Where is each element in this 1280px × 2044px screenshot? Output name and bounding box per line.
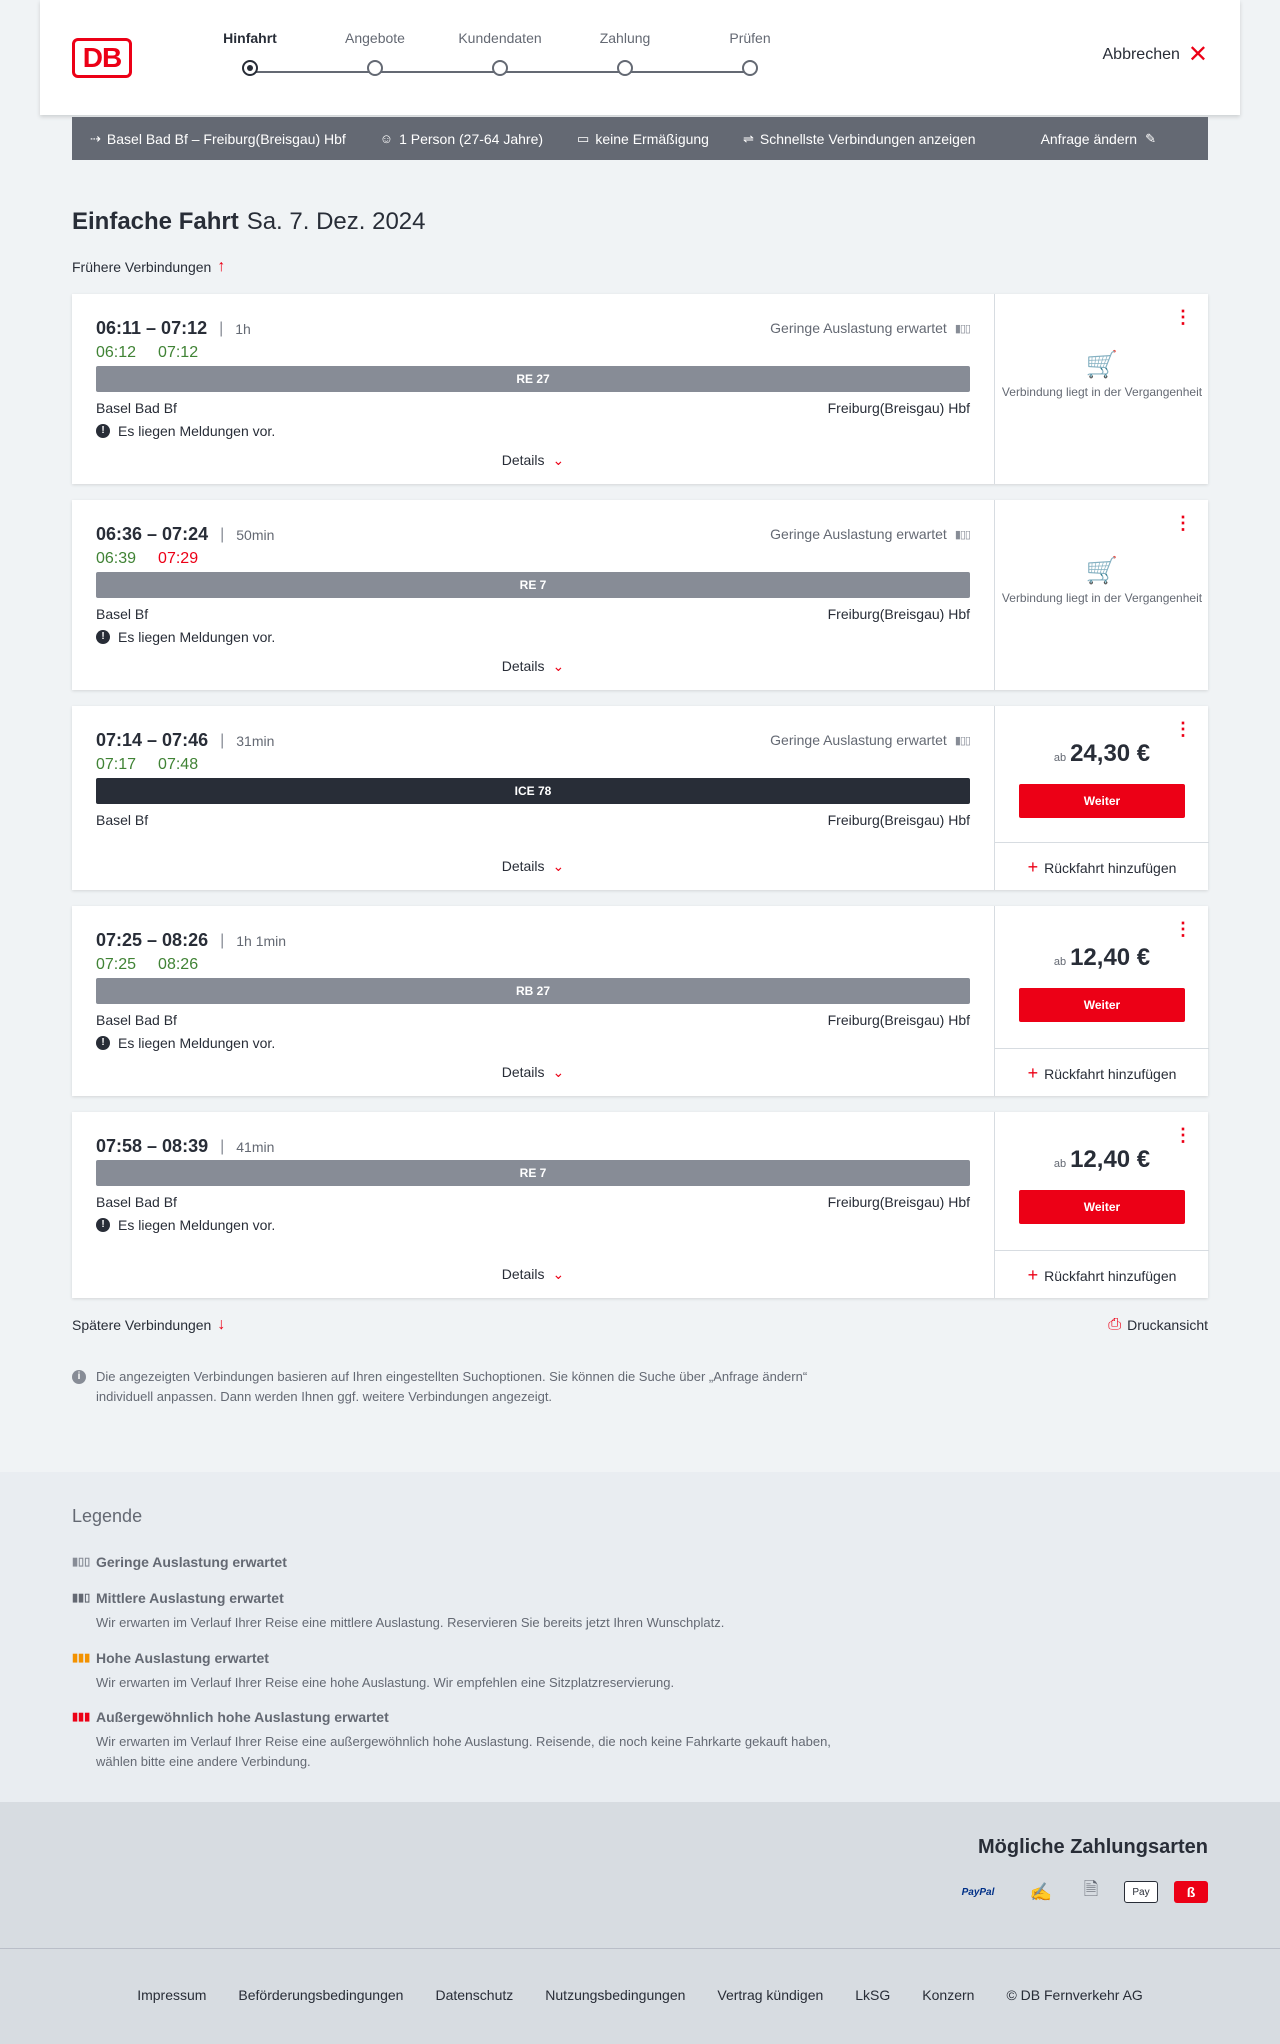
payment-methods-section — [0, 1802, 1280, 1948]
to-station: Freiburg(Breisgau) Hbf — [827, 812, 970, 828]
connection-times — [96, 1136, 274, 1157]
message-notice — [96, 629, 275, 645]
price — [995, 1146, 1209, 1174]
realtime-departure: 07:25 — [96, 956, 137, 973]
legend-item-description: Wir erwarten im Verlauf Ihrer Reise eine hohe Auslastung. Wir empfehlen eine Sitzplatzreservierung. — [96, 1675, 675, 1690]
query-filter — [743, 131, 976, 147]
to-station: Freiburg(Breisgau) Hbf — [827, 1194, 970, 1210]
from-station: Basel Bf — [96, 812, 149, 828]
separator: | — [220, 1137, 225, 1155]
chevron-down-icon: ⌄ — [552, 1064, 565, 1080]
price-prefix: ab — [1053, 956, 1067, 968]
connection-card — [72, 294, 1208, 484]
step-dot — [492, 60, 508, 76]
footer-links — [0, 1987, 1280, 2003]
chevron-down-icon: ⌄ — [552, 1266, 565, 1282]
step-zahlung — [575, 30, 675, 76]
message-notice — [96, 1217, 275, 1233]
offer-panel — [994, 500, 1208, 690]
plus-icon: + — [1027, 1265, 1039, 1285]
footer — [0, 1948, 1280, 2044]
plus-icon: + — [1027, 857, 1039, 877]
from-station: Basel Bf — [96, 606, 149, 622]
planned-times: 06:36 – 07:24 — [96, 524, 209, 544]
card-icon: ▭ — [577, 130, 590, 146]
more-options-icon[interactable]: ⋮ — [1174, 719, 1192, 739]
message-text: Es liegen Meldungen vor. — [118, 1035, 276, 1051]
step-label: Hinfahrt — [223, 30, 277, 46]
footer-link-datenschutz[interactable]: Datenschutz — [435, 1987, 514, 2003]
legend-item-description: Wir erwarten im Verlauf Ihrer Reise eine mittlere Auslastung. Reservieren Sie bereits jetzt Ihren Wunschplatz. — [96, 1615, 725, 1630]
footer-link-konzern[interactable]: Konzern — [922, 1987, 975, 2003]
printer-icon: ⎙ — [1108, 1316, 1122, 1333]
close-icon: ✕ — [1187, 41, 1208, 68]
price-value: 24,30 € — [1070, 740, 1151, 767]
alert-icon: ! — [96, 424, 110, 438]
add-return-label: Rückfahrt hinzufügen — [1044, 860, 1177, 876]
offer-panel — [994, 906, 1208, 1096]
duration: 1h 1min — [236, 932, 287, 949]
connection-info — [72, 706, 994, 890]
arrow-down-icon: ↓ — [217, 1316, 226, 1333]
paypal-icon: PayPal — [961, 1886, 995, 1898]
price-prefix: ab — [1053, 752, 1067, 764]
connection-info — [72, 1112, 994, 1298]
query-route — [90, 131, 346, 147]
step-label: Angebote — [345, 30, 405, 46]
connection-card — [72, 906, 1208, 1096]
payment-title: Mögliche Zahlungsarten — [977, 1836, 1208, 1858]
connection-info — [72, 294, 994, 484]
details-toggle[interactable] — [72, 1064, 994, 1081]
query-passengers — [380, 131, 543, 147]
step-hinfahrt — [200, 30, 300, 76]
details-label: Details — [501, 452, 545, 468]
details-label: Details — [501, 1064, 545, 1080]
realtime-times — [96, 756, 220, 774]
stations — [96, 400, 970, 416]
connection-card — [72, 1112, 1208, 1298]
query-summary-bar — [72, 117, 1208, 160]
db-bonus-icon: ß — [1174, 1881, 1208, 1903]
progress-steps — [210, 30, 800, 90]
person-icon: ☺ — [379, 131, 394, 146]
duration: 1h — [235, 320, 251, 337]
pencil-icon: ✎ — [1145, 130, 1156, 146]
past-connection-notice — [995, 349, 1209, 400]
connection-info — [72, 500, 994, 690]
step-label: Zahlung — [599, 30, 651, 46]
step-dot — [242, 60, 258, 76]
more-options-icon[interactable]: ⋮ — [1174, 307, 1192, 327]
details-label: Details — [501, 1266, 545, 1282]
occupancy-text: Geringe Auslastung erwartet — [770, 320, 947, 336]
occupancy-low-icon: ▮▯▯ — [954, 734, 970, 747]
legend-item — [72, 1590, 852, 1633]
planned-times: 07:14 – 07:46 — [96, 730, 209, 750]
occupancy-low-icon: ▮▯▯ — [72, 1556, 91, 1568]
occupancy-text: Geringe Auslastung erwartet — [770, 526, 947, 542]
add-return-button[interactable] — [995, 1250, 1209, 1298]
print-label: Druckansicht — [1127, 1317, 1208, 1333]
from-station: Basel Bad Bf — [96, 400, 177, 416]
from-station: Basel Bad Bf — [96, 1194, 177, 1210]
train-bar: RE 7 — [96, 1160, 970, 1186]
duration: 50min — [236, 526, 275, 543]
route-text: Basel Bad Bf – Freiburg(Breisgau) Hbf — [106, 130, 346, 147]
stations — [96, 606, 970, 622]
info-text: Die angezeigten Verbindungen basieren auf Ihren eingestellten Suchoptionen. Sie können die Suche über „Anfrage ändern“ individuell anpassen. Dann werden Ihnen ggf. weitere Verbindungen angezeigt. — [96, 1369, 808, 1404]
separator: | — [220, 731, 225, 749]
footer-link-vertrag-kuendigen[interactable]: Vertrag kündigen — [717, 1987, 824, 2003]
occupancy-info — [770, 526, 970, 542]
edit-query-label: Anfrage ändern — [1040, 130, 1138, 147]
query-discount — [577, 131, 709, 147]
chevron-down-icon: ⌄ — [552, 658, 565, 674]
planned-times: 07:25 – 08:26 — [96, 930, 209, 950]
train-bar: RE 7 — [96, 572, 970, 598]
continue-button[interactable]: Weiter — [1019, 988, 1185, 1022]
payment-icons — [948, 1881, 1208, 1903]
later-label: Spätere Verbindungen — [72, 1317, 212, 1333]
apple-pay-icon — [1124, 1881, 1158, 1903]
more-options-icon[interactable]: ⋮ — [1174, 919, 1192, 939]
connection-times — [96, 930, 286, 951]
price-prefix: ab — [1053, 1158, 1067, 1170]
chevron-down-icon: ⌄ — [552, 858, 565, 874]
stations — [96, 1012, 970, 1028]
cancel-button[interactable] — [1102, 41, 1209, 68]
past-text: Verbindung liegt in der Vergangenheit — [1001, 591, 1203, 605]
filter-icon: ⇌ — [742, 130, 754, 146]
occupancy-low-icon: ▮▯▯ — [954, 322, 970, 335]
connection-card — [72, 706, 1208, 890]
legend-item-title — [72, 1709, 852, 1725]
legend-item — [72, 1650, 852, 1693]
stations — [96, 812, 970, 828]
trip-date: Sa. 7. Dez. 2024 — [246, 208, 426, 235]
realtime-departure: 06:39 — [96, 550, 137, 567]
edit-query-button[interactable] — [1041, 131, 1156, 147]
planned-times: 07:58 – 08:39 — [96, 1136, 209, 1156]
realtime-arrival: 07:29 — [158, 550, 199, 567]
separator: | — [219, 319, 224, 337]
footer-copyright: © DB Fernverkehr AG — [1006, 1987, 1143, 2003]
step-label: Prüfen — [729, 30, 771, 46]
credit-card-icon: ✍ — [1029, 1881, 1053, 1902]
connection-times — [96, 730, 274, 751]
step-angebote — [325, 30, 425, 76]
legend-item-title — [72, 1650, 852, 1666]
chevron-down-icon: ⌄ — [552, 452, 565, 468]
continue-button[interactable]: Weiter — [1019, 1190, 1185, 1224]
footer-link-lksg[interactable]: LkSG — [855, 1987, 891, 2003]
details-label: Details — [501, 858, 545, 874]
passengers-text: 1 Person (27-64 Jahre) — [399, 130, 544, 147]
price — [995, 740, 1209, 768]
past-connection-notice — [995, 555, 1209, 606]
footer-link-impressum[interactable]: Impressum — [137, 1987, 207, 2003]
filter-text: Schnellste Verbindungen anzeigen — [759, 130, 976, 147]
earlier-label: Frühere Verbindungen — [72, 259, 212, 275]
page-title — [72, 208, 425, 236]
message-text: Es liegen Meldungen vor. — [118, 629, 276, 645]
legend-item-title — [72, 1554, 852, 1570]
legend-item-description: Wir erwarten im Verlauf Ihrer Reise eine außergewöhnlich hohe Auslastung. Reisende, die noch keine Fahrkarte gekauft haben, wählen bitte eine andere Verbindung. — [96, 1734, 831, 1769]
connection-info — [72, 906, 994, 1096]
route-arrow-icon: ⇢ — [90, 130, 101, 146]
connection-card — [72, 500, 1208, 690]
offer-panel — [994, 294, 1208, 484]
step-kundendaten — [450, 30, 550, 76]
cart-unavailable-icon: 🛒 — [1085, 349, 1119, 379]
alert-icon: ! — [96, 1036, 110, 1050]
later-connections-link[interactable] — [72, 1316, 225, 1334]
stations — [96, 1194, 970, 1210]
add-return-button[interactable] — [995, 1048, 1209, 1096]
occupancy-medium-icon: ▮▮▯ — [72, 1592, 91, 1604]
legend-title: Legende — [72, 1506, 143, 1526]
apple-pay-label: Pay — [1132, 1886, 1150, 1898]
separator: | — [220, 525, 225, 543]
realtime-departure: 07:17 — [96, 756, 137, 773]
details-toggle[interactable] — [72, 1266, 994, 1283]
realtime-arrival: 07:48 — [158, 756, 199, 773]
to-station: Freiburg(Breisgau) Hbf — [827, 400, 970, 416]
step-dot — [617, 60, 633, 76]
step-pruefen — [700, 30, 800, 76]
legend-item-label: Mittlere Auslastung erwartet — [96, 1590, 284, 1606]
add-return-label: Rückfahrt hinzufügen — [1044, 1066, 1177, 1082]
earlier-connections-link[interactable] — [72, 258, 225, 276]
cancel-label: Abbrechen — [1102, 46, 1180, 63]
add-return-button[interactable] — [995, 842, 1209, 890]
occupancy-info — [770, 320, 970, 336]
train-bar: ICE 78 — [96, 778, 970, 804]
realtime-arrival: 08:26 — [158, 956, 199, 973]
more-options-icon[interactable]: ⋮ — [1174, 1125, 1192, 1145]
info-icon: i — [72, 1370, 86, 1384]
alert-icon: ! — [96, 630, 110, 644]
realtime-times — [96, 344, 220, 362]
connection-times — [96, 318, 251, 339]
price — [995, 944, 1209, 972]
duration: 31min — [236, 732, 275, 749]
sepa-icon: 🗎 — [1083, 1879, 1099, 1899]
train-bar: RB 27 — [96, 978, 970, 1004]
arrow-up-icon: ↑ — [217, 258, 226, 275]
occupancy-extreme-icon: ▮▮▮ — [72, 1711, 91, 1723]
realtime-departure: 06:12 — [96, 344, 137, 361]
footer-link-nutzungsbedingungen[interactable]: Nutzungsbedingungen — [545, 1987, 686, 2003]
add-return-label: Rückfahrt hinzufügen — [1044, 1268, 1177, 1284]
continue-button[interactable]: Weiter — [1019, 784, 1185, 818]
step-label: Kundendaten — [458, 30, 542, 46]
realtime-times — [96, 550, 220, 568]
price-value: 12,40 € — [1070, 1146, 1151, 1173]
realtime-arrival: 07:12 — [158, 344, 199, 361]
cart-unavailable-icon: 🛒 — [1085, 555, 1119, 585]
legend-item-label: Hohe Auslastung erwartet — [96, 1650, 269, 1666]
legend-item-label: Geringe Auslastung erwartet — [96, 1554, 287, 1570]
to-station: Freiburg(Breisgau) Hbf — [827, 606, 970, 622]
details-label: Details — [501, 658, 545, 674]
message-notice — [96, 423, 275, 439]
print-view-link[interactable] — [1108, 1316, 1208, 1334]
occupancy-low-icon: ▮▯▯ — [954, 528, 970, 541]
separator: | — [220, 931, 225, 949]
more-options-icon[interactable]: ⋮ — [1174, 513, 1192, 533]
planned-times: 06:11 – 07:12 — [96, 318, 208, 338]
legend-item-label: Außergewöhnlich hohe Auslastung erwartet — [96, 1709, 389, 1725]
realtime-times — [96, 956, 220, 974]
occupancy-high-icon: ▮▮▮ — [72, 1652, 91, 1664]
footer-link-befoerderungsbedingungen[interactable]: Beförderungsbedingungen — [238, 1987, 404, 2003]
header — [40, 0, 1240, 115]
message-text: Es liegen Meldungen vor. — [118, 423, 276, 439]
step-dot — [367, 60, 383, 76]
legend-item — [72, 1554, 852, 1570]
occupancy-info — [770, 732, 970, 748]
details-toggle[interactable] — [72, 452, 994, 469]
past-text: Verbindung liegt in der Vergangenheit — [1001, 385, 1203, 399]
occupancy-text: Geringe Auslastung erwartet — [770, 732, 947, 748]
trip-type: Einfache Fahrt — [72, 208, 239, 235]
train-bar: RE 27 — [96, 366, 970, 392]
db-logo[interactable]: DB — [72, 38, 132, 78]
message-notice — [96, 1035, 275, 1051]
discount-text: keine Ermäßigung — [595, 130, 709, 147]
details-toggle[interactable] — [72, 858, 994, 875]
legend-item-title — [72, 1590, 852, 1606]
legend-item — [72, 1709, 852, 1772]
alert-icon: ! — [96, 1218, 110, 1232]
plus-icon: + — [1027, 1063, 1039, 1083]
from-station: Basel Bad Bf — [96, 1012, 177, 1028]
price-value: 12,40 € — [1070, 944, 1151, 971]
offer-panel — [994, 1112, 1208, 1298]
message-text: Es liegen Meldungen vor. — [118, 1217, 276, 1233]
details-toggle[interactable] — [72, 658, 994, 675]
duration: 41min — [236, 1138, 275, 1155]
info-notice — [72, 1367, 852, 1407]
to-station: Freiburg(Breisgau) Hbf — [827, 1012, 970, 1028]
legend-section — [0, 1472, 1280, 1802]
connection-times — [96, 524, 274, 545]
step-dot — [742, 60, 758, 76]
offer-panel — [994, 706, 1208, 890]
